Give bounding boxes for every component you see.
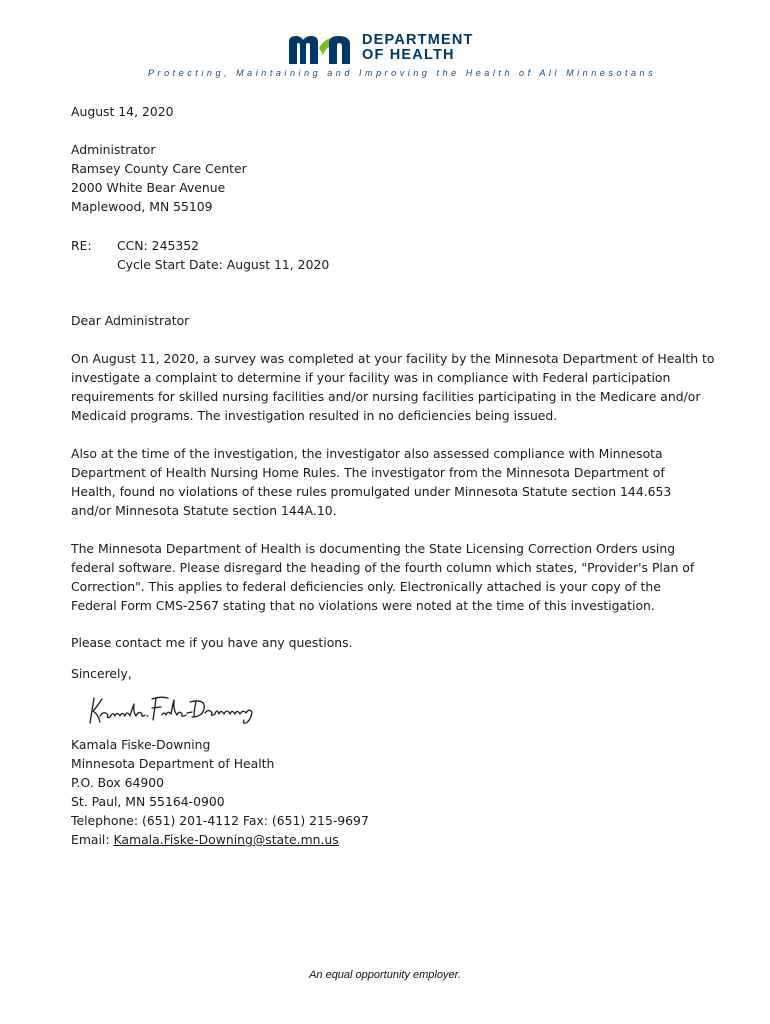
closing: Sincerely, bbox=[71, 666, 132, 681]
paragraph-line: Federal Form CMS-2567 stating that no violations were noted at the time of this investigation. bbox=[71, 598, 655, 613]
paragraph-line: Health, found no violations of these rules promulgated under Minnesota Statute section 144.653 bbox=[71, 484, 672, 499]
recipient-line: 2000 White Bear Avenue bbox=[71, 180, 226, 195]
signer-name: Kamala Fiske-Downing bbox=[71, 737, 211, 752]
signer-phone-fax: Telephone: (651) 201-4112 Fax: (651) 215-9697 bbox=[71, 813, 369, 828]
re-label: RE: bbox=[71, 238, 92, 253]
logo-line-of-health: OF HEALTH bbox=[362, 47, 455, 63]
recipient-line: Ramsey County Care Center bbox=[71, 161, 247, 176]
footer-eoe: An equal opportunity employer. bbox=[309, 969, 461, 981]
agency-tagline: Protecting, Maintaining and Improving the Health of All Minnesotans bbox=[148, 68, 657, 78]
contact-line: Please contact me if you have any questions. bbox=[71, 635, 353, 650]
handwritten-signature bbox=[86, 690, 261, 730]
signer-organization: Minnesota Department of Health bbox=[71, 756, 275, 771]
paragraph-line: requirements for skilled nursing facilities and/or nursing facilities participating in the Medicare and/or bbox=[71, 389, 701, 404]
re-details bbox=[117, 236, 329, 274]
paragraph-line: Department of Health Nursing Home Rules. The investigator from the Minnesota Department of bbox=[71, 465, 665, 480]
paragraph-line: Also at the time of the investigation, the investigator also assessed compliance with Minnesota bbox=[71, 446, 663, 461]
mdh-logo bbox=[288, 33, 474, 65]
body-paragraph-1 bbox=[71, 349, 714, 425]
recipient-line: Maplewood, MN 55109 bbox=[71, 199, 213, 214]
email-link[interactable]: Kamala.Fiske-Downing@state.mn.us bbox=[113, 832, 339, 847]
body-paragraph-2 bbox=[71, 444, 671, 520]
salutation: Dear Administrator bbox=[71, 313, 190, 328]
body-paragraph-3 bbox=[71, 539, 694, 615]
paragraph-line: investigate a complaint to determine if your facility was in compliance with Federal participation bbox=[71, 370, 671, 385]
recipient-line: Administrator bbox=[71, 142, 156, 157]
signer-po-box: P.O. Box 64900 bbox=[71, 775, 164, 790]
signer-city-state-zip: St. Paul, MN 55164-0900 bbox=[71, 794, 225, 809]
logo-line-department: DEPARTMENT bbox=[362, 32, 474, 48]
paragraph-line: On August 11, 2020, a survey was completed at your facility by the Minnesota Department of Health to bbox=[71, 351, 715, 366]
email-label: Email: bbox=[71, 832, 114, 847]
paragraph-line: Medicaid programs. The investigation resulted in no deficiencies being issued. bbox=[71, 408, 558, 423]
re-ccn: CCN: 245352 bbox=[117, 238, 199, 253]
signer-block bbox=[71, 735, 369, 849]
logo-wordmark bbox=[362, 33, 474, 63]
paragraph-line: Correction". This applies to federal deficiencies only. Electronically attached is your copy of the bbox=[71, 579, 661, 594]
letter-date: August 14, 2020 bbox=[71, 104, 174, 119]
re-cycle-start-date: Cycle Start Date: August 11, 2020 bbox=[117, 257, 330, 272]
paragraph-line: federal software. Please disregard the heading of the fourth column which states, "Provider's Plan of bbox=[71, 560, 695, 575]
signer-email-line bbox=[71, 830, 369, 849]
paragraph-line: and/or Minnesota Statute section 144A.10. bbox=[71, 503, 337, 518]
mn-logo-mark-icon bbox=[288, 33, 360, 65]
recipient-address bbox=[71, 140, 247, 216]
paragraph-line: The Minnesota Department of Health is documenting the State Licensing Correction Orders using bbox=[71, 541, 676, 556]
